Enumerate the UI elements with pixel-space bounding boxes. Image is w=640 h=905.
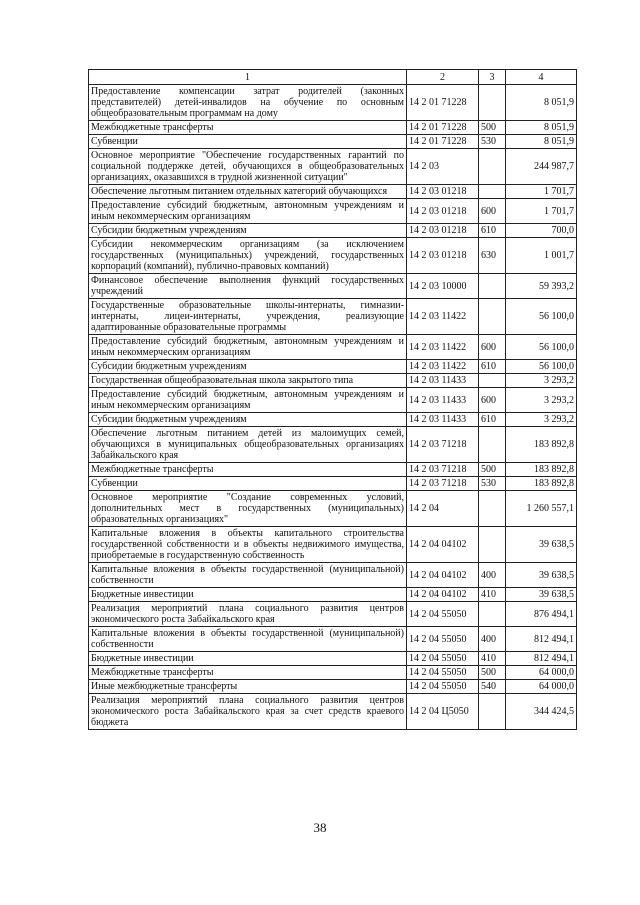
row-vr: 500 bbox=[479, 121, 506, 135]
row-sum: 3 293,2 bbox=[506, 374, 577, 388]
row-vr: 530 bbox=[479, 135, 506, 149]
row-vr bbox=[479, 694, 506, 730]
row-code: 14 2 03 01218 bbox=[407, 185, 479, 199]
table-row bbox=[89, 563, 577, 588]
row-name: Капитальные вложения в объекты государственной (муниципальной) собственности bbox=[89, 563, 407, 588]
table-row bbox=[89, 238, 577, 274]
row-code: 14 2 04 55050 bbox=[407, 602, 479, 627]
row-sum: 183 892,8 bbox=[506, 427, 577, 463]
row-code: 14 2 04 55050 bbox=[407, 652, 479, 666]
table-row bbox=[89, 413, 577, 427]
table-row bbox=[89, 527, 577, 563]
table-row bbox=[89, 85, 577, 121]
table-row bbox=[89, 666, 577, 680]
row-vr bbox=[479, 491, 506, 527]
row-sum: 8 051,9 bbox=[506, 85, 577, 121]
table-row bbox=[89, 627, 577, 652]
table-row bbox=[89, 652, 577, 666]
row-code: 14 2 03 11433 bbox=[407, 388, 479, 413]
row-code: 14 2 03 01218 bbox=[407, 238, 479, 274]
row-sum: 183 892,8 bbox=[506, 463, 577, 477]
row-name: Финансовое обеспечение выполнения функций государственных учреждений bbox=[89, 274, 407, 299]
row-sum: 8 051,9 bbox=[506, 135, 577, 149]
row-sum: 812 494,1 bbox=[506, 627, 577, 652]
budget-table bbox=[88, 69, 577, 730]
row-name: Государственные образовательные школы-интернаты, гимназии-интернаты, лицеи-интернаты, учреждения, реализующие адаптированные образовательные программы bbox=[89, 299, 407, 335]
table-row bbox=[89, 602, 577, 627]
table-row bbox=[89, 149, 577, 185]
row-code: 14 2 03 bbox=[407, 149, 479, 185]
row-vr bbox=[479, 185, 506, 199]
header-col-2: 2 bbox=[407, 70, 479, 85]
table-row bbox=[89, 121, 577, 135]
row-sum: 64 000,0 bbox=[506, 666, 577, 680]
row-sum: 39 638,5 bbox=[506, 527, 577, 563]
table-row bbox=[89, 224, 577, 238]
row-name: Основное мероприятие "Обеспечение государственных гарантий по социальной поддержке детей, обучающихся в общеобразовательных организациях, оказавшихся в трудной жизненной ситуации" bbox=[89, 149, 407, 185]
table-row bbox=[89, 135, 577, 149]
row-sum: 59 393,2 bbox=[506, 274, 577, 299]
row-sum: 812 494,1 bbox=[506, 652, 577, 666]
row-vr bbox=[479, 527, 506, 563]
row-vr bbox=[479, 85, 506, 121]
row-vr: 410 bbox=[479, 652, 506, 666]
table-row bbox=[89, 477, 577, 491]
row-vr: 410 bbox=[479, 588, 506, 602]
row-code: 14 2 03 11433 bbox=[407, 374, 479, 388]
row-name: Субсидии бюджетным учреждениям bbox=[89, 413, 407, 427]
table-row bbox=[89, 185, 577, 199]
row-name: Межбюджетные трансферты bbox=[89, 666, 407, 680]
row-sum: 3 293,2 bbox=[506, 388, 577, 413]
row-code: 14 2 04 04102 bbox=[407, 588, 479, 602]
table-row bbox=[89, 588, 577, 602]
row-sum: 1 001,7 bbox=[506, 238, 577, 274]
row-code: 14 2 03 71218 bbox=[407, 463, 479, 477]
row-vr: 400 bbox=[479, 563, 506, 588]
row-sum: 3 293,2 bbox=[506, 413, 577, 427]
row-code: 14 2 03 10000 bbox=[407, 274, 479, 299]
row-name: Обеспечение льготным питанием отдельных категорий обучающихся bbox=[89, 185, 407, 199]
row-sum: 64 000,0 bbox=[506, 680, 577, 694]
header-col-1: 1 bbox=[89, 70, 407, 85]
row-sum: 56 100,0 bbox=[506, 360, 577, 374]
row-vr: 600 bbox=[479, 199, 506, 224]
row-code: 14 2 04 55050 bbox=[407, 627, 479, 652]
row-vr: 500 bbox=[479, 666, 506, 680]
row-code: 14 2 03 71218 bbox=[407, 477, 479, 491]
table-row bbox=[89, 427, 577, 463]
row-vr: 600 bbox=[479, 335, 506, 360]
row-vr: 630 bbox=[479, 238, 506, 274]
table-row bbox=[89, 463, 577, 477]
row-code: 14 2 03 11433 bbox=[407, 413, 479, 427]
row-name: Субвенции bbox=[89, 135, 407, 149]
row-sum: 700,0 bbox=[506, 224, 577, 238]
row-name: Межбюджетные трансферты bbox=[89, 463, 407, 477]
row-name: Предоставление компенсации затрат родителей (законных представителей) детей-инвалидов на обучение по основным общеобразовательным программам на дому bbox=[89, 85, 407, 121]
row-code: 14 2 04 55050 bbox=[407, 666, 479, 680]
row-vr bbox=[479, 274, 506, 299]
row-code: 14 2 01 71228 bbox=[407, 135, 479, 149]
table-row bbox=[89, 680, 577, 694]
row-name: Реализация мероприятий плана социального развития центров экономического роста Забайкальского края bbox=[89, 602, 407, 627]
row-name: Государственная общеобразовательная школа закрытого типа bbox=[89, 374, 407, 388]
row-sum: 39 638,5 bbox=[506, 588, 577, 602]
row-code: 14 2 03 11422 bbox=[407, 299, 479, 335]
row-sum: 1 260 557,1 bbox=[506, 491, 577, 527]
row-vr: 600 bbox=[479, 388, 506, 413]
header-col-4: 4 bbox=[506, 70, 577, 85]
row-vr bbox=[479, 602, 506, 627]
table-row bbox=[89, 360, 577, 374]
row-code: 14 2 04 04102 bbox=[407, 563, 479, 588]
row-name: Субсидии бюджетным учреждениям bbox=[89, 360, 407, 374]
row-vr bbox=[479, 299, 506, 335]
row-sum: 344 424,5 bbox=[506, 694, 577, 730]
row-sum: 8 051,9 bbox=[506, 121, 577, 135]
row-name: Межбюджетные трансферты bbox=[89, 121, 407, 135]
row-vr: 400 bbox=[479, 627, 506, 652]
row-code: 14 2 03 11422 bbox=[407, 335, 479, 360]
budget-table-body bbox=[89, 70, 577, 730]
row-vr bbox=[479, 427, 506, 463]
row-name: Иные межбюджетные трансферты bbox=[89, 680, 407, 694]
row-code: 14 2 01 71228 bbox=[407, 85, 479, 121]
row-sum: 56 100,0 bbox=[506, 335, 577, 360]
row-name: Субсидии бюджетным учреждениям bbox=[89, 224, 407, 238]
table-row bbox=[89, 199, 577, 224]
row-sum: 39 638,5 bbox=[506, 563, 577, 588]
page-number: 38 bbox=[313, 820, 327, 835]
row-vr: 610 bbox=[479, 224, 506, 238]
row-sum: 1 701,7 bbox=[506, 199, 577, 224]
row-name: Капитальные вложения в объекты государственной (муниципальной) собственности bbox=[89, 627, 407, 652]
row-vr: 610 bbox=[479, 413, 506, 427]
row-code: 14 2 03 71218 bbox=[407, 427, 479, 463]
row-code: 14 2 01 71228 bbox=[407, 121, 479, 135]
row-name: Бюджетные инвестиции bbox=[89, 652, 407, 666]
row-sum: 56 100,0 bbox=[506, 299, 577, 335]
row-sum: 876 494,1 bbox=[506, 602, 577, 627]
row-code: 14 2 04 55050 bbox=[407, 680, 479, 694]
row-vr: 500 bbox=[479, 463, 506, 477]
row-name: Реализация мероприятий плана социального развития центров экономического роста Забайкальского края за счет средств краевого бюджета bbox=[89, 694, 407, 730]
row-name: Субвенции bbox=[89, 477, 407, 491]
table-row bbox=[89, 374, 577, 388]
table-header-row bbox=[89, 70, 577, 85]
table-row bbox=[89, 335, 577, 360]
table-row bbox=[89, 491, 577, 527]
row-name: Предоставление субсидий бюджетным, автономным учреждениям и иным некоммерческим организациям bbox=[89, 335, 407, 360]
header-col-3: 3 bbox=[479, 70, 506, 85]
row-name: Обеспечение льготным питанием детей из малоимущих семей, обучающихся в муниципальных общеобразовательных организациях Забайкальского края bbox=[89, 427, 407, 463]
row-vr: 610 bbox=[479, 360, 506, 374]
table-row bbox=[89, 299, 577, 335]
row-sum: 244 987,7 bbox=[506, 149, 577, 185]
row-name: Основное мероприятие "Создание современных условий, дополнительных мест в государственных (муниципальных) образовательных организациях" bbox=[89, 491, 407, 527]
row-code: 14 2 04 Ц5050 bbox=[407, 694, 479, 730]
table-row bbox=[89, 388, 577, 413]
row-vr bbox=[479, 149, 506, 185]
row-sum: 1 701,7 bbox=[506, 185, 577, 199]
row-vr: 530 bbox=[479, 477, 506, 491]
row-vr: 540 bbox=[479, 680, 506, 694]
row-code: 14 2 04 04102 bbox=[407, 527, 479, 563]
table-row bbox=[89, 274, 577, 299]
row-vr bbox=[479, 374, 506, 388]
row-name: Предоставление субсидий бюджетным, автономным учреждениям и иным некоммерческим организациям bbox=[89, 388, 407, 413]
row-name: Субсидии некоммерческим организациям (за исключением государственных (муниципальных) учреждений, государственных корпораций (компаний), публично-правовых компаний) bbox=[89, 238, 407, 274]
row-code: 14 2 03 01218 bbox=[407, 199, 479, 224]
row-name: Бюджетные инвестиции bbox=[89, 588, 407, 602]
table-row bbox=[89, 694, 577, 730]
row-name: Предоставление субсидий бюджетным, автономным учреждениям и иным некоммерческим организациям bbox=[89, 199, 407, 224]
row-code: 14 2 03 01218 bbox=[407, 224, 479, 238]
row-code: 14 2 03 11422 bbox=[407, 360, 479, 374]
row-sum: 183 892,8 bbox=[506, 477, 577, 491]
row-code: 14 2 04 bbox=[407, 491, 479, 527]
row-name: Капитальные вложения в объекты капитального строительства государственной собственности и в объекты недвижимого имущества, приобретаемые в государственную собственность bbox=[89, 527, 407, 563]
